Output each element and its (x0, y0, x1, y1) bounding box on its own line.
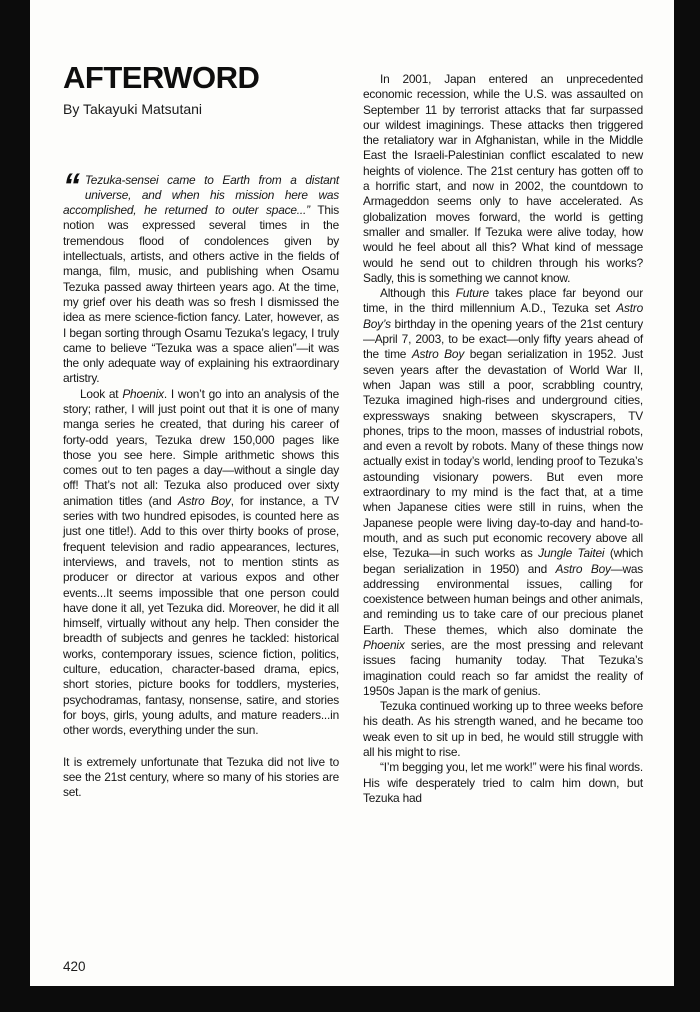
italic-text: Phoenix (122, 386, 164, 401)
italic-text: Astro Boy (177, 493, 231, 508)
italic-text: Astro Boy’s (363, 301, 643, 331)
paragraph (363, 699, 643, 760)
paragraph (63, 755, 339, 801)
italic-text: Phoenix (363, 637, 405, 652)
italic-text: Astro Boy (411, 347, 465, 362)
pull-quote-mark: “ (63, 166, 80, 205)
italic-text: Future (455, 286, 489, 301)
paragraph (363, 286, 643, 699)
body-text: It is extremely unfortunate that Tezuka did not live to see the 21st century, where so many of his stories are set. (63, 754, 339, 800)
body-text: In 2001, Japan entered an unprecedented economic recession, while the U.S. was assaulted on September 11 by terrorist attacks that far surpassed our wildest imaginings. These attacks then triggered the retaliatory war in Afghanistan, while in the Middle East the Israeli-Palestinian conflict escalated to new heights of violence. The 21st century has gotten off to a horrific start, and now in 2002, the countdown to Armageddon seems only to have accelerated. As globalization moves forward, the world is getting smaller and smaller. If Tezuka were alive today, how would he feel about all this? What kind of message would he send out to children through his works? Sadly, this is something we cannot know. (363, 72, 643, 285)
body-text: birthday in the opening years of the 21st century—April 7, 2003, to be exact—only fifty years ahead of the time (363, 316, 643, 362)
body-text: takes place far beyond our time, in the third millennium A.D., Tezuka set (363, 286, 643, 316)
body-text: —was addressing environmental issues, calling for coexistence between human beings and other animals, and reminding us to take care of our precious planet Earth. These themes, which also dominate the (363, 561, 643, 637)
paragraph (363, 72, 643, 286)
page-title: AFTERWORD (63, 60, 260, 95)
page-number: 420 (63, 959, 86, 974)
body-text: series, are the most pressing and relevant issues facing humanity today. That Tezuka’s imagination could reach so far amidst the reality of 1950s Japan is the mark of genius. (363, 637, 643, 698)
italic-text: Jungle Taitei (538, 546, 605, 561)
paragraph (363, 760, 643, 806)
italic-text: Astro Boy (555, 561, 611, 576)
byline: By Takayuki Matsutani (63, 100, 203, 117)
italic-text: Tezuka-sensei came to Earth from a distant universe, and when his mission here was accomplished, he returned to outer space...” (63, 172, 339, 218)
right-column (363, 72, 643, 806)
body-text: Although this (380, 286, 456, 301)
body-text: Tezuka continued working up to three weeks before his death. As his strength waned, and he became too weak even to sit up in bed, he would still struggle with all his might to rise. (363, 699, 643, 760)
body-text: (which began serialization in 1950) and (363, 546, 644, 576)
body-text: This notion was expressed several times in the tremendous flood of condolences given by intellectuals, artists, and others active in the fields of manga, film, music, and publishing when Osamu Tezuka passed away thirteen years ago. At the time, my grief over his death was so fresh I dismissed the idea as mere science-fiction fancy. Later, however, as I began sorting through Osamu Tezuka’s legacy, I truly came to believe “Tezuka was a space alien”—it was the only adequate way of explaining his extraordinary artistry. (63, 203, 339, 386)
body-text: , for instance, a TV series with two hundred episodes, is counted here as just one title!). Add to this over thirty books of prose, frequent television and radio appearances, lectures, interviews, and travels, not to mention stints as producer or director at various expos and other events...It seems impossible that one person could have done it all, yet Tezuka did. Moreover, he did it all himself, virtually without any help. Then consider the breadth of subjects and genres he tackled: historical works, contemporary issues, science fiction, politics, culture, education, character-based drama, epics, short stories, picture books for toddlers, mysteries, psychodramas, fantasy, nonsense, satire, and stories for boys, girls, young adults, and mature readers...in other words, everything under the sun. (63, 493, 339, 738)
body-text: began serialization in 1952. Just seven years after the devastation of World War II, when Japan was still a poor, scrabbling country, Tezuka imagined high-rises and underground cities, expressways snaking between skyscrapers, TV phones, trips to the moon, masses of industrial robots, and even a revolt by robots. Many of these things now actually exist in today’s world, lending proof to Tezuka’s astounding visionary powers. But even more extraordinary to my mind is the fact that, at a time when Japanese cities were still in ruins, when the Japanese people were living day-to-day and hand-to-mouth, and as such put economic recovery above all else, Tezuka—in such works as (363, 347, 643, 561)
right-column-text (363, 72, 643, 806)
book-page (30, 0, 674, 986)
left-column (63, 62, 339, 800)
body-text: . I won’t go into an analysis of the story; rather, I will just point out that it is one of many manga series he created, that during his career of forty-odd years, Tezuka drew 150,000 pages like those you see here. Simple arithmetic shows this comes out to ten pages a day—without a single day off! That’s not all: Tezuka also produced over sixty animation titles (and (63, 386, 339, 508)
left-column-text (63, 166, 339, 801)
body-text: Look at (80, 386, 123, 401)
paragraph (63, 387, 339, 739)
body-text: “I’m begging you, let me work!” were his final words. His wife desperately tried to calm him down, but Tezuka had (363, 760, 643, 805)
paragraph (63, 166, 339, 387)
